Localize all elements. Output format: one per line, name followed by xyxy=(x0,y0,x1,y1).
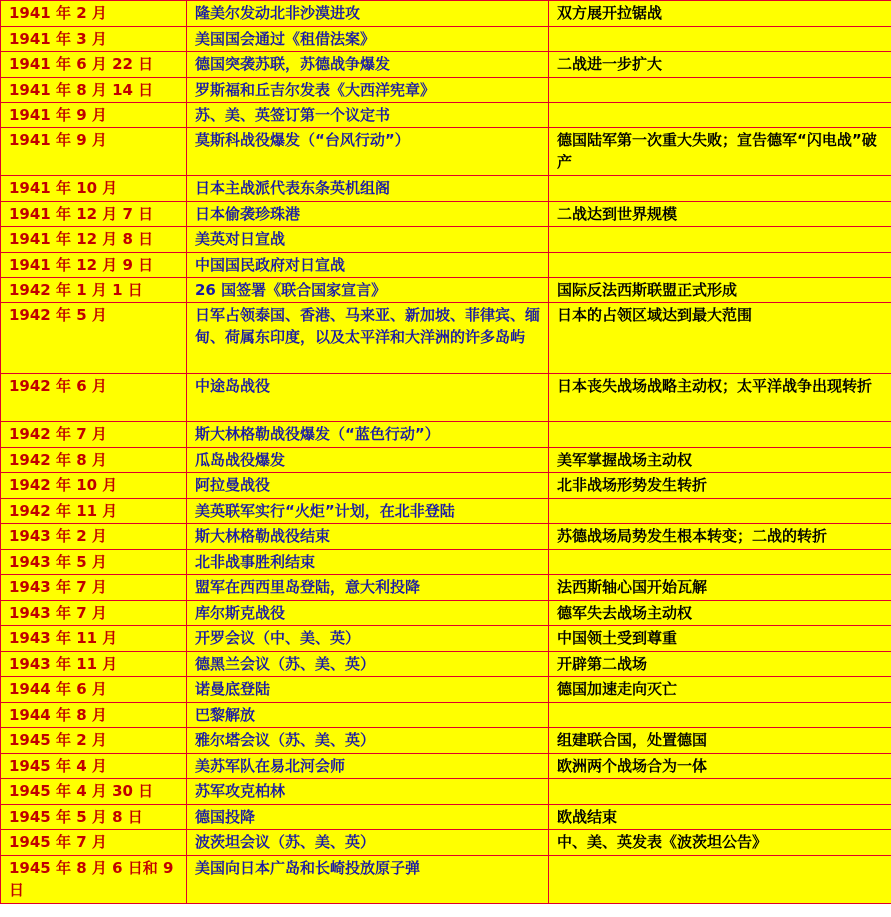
table-row xyxy=(1,703,891,728)
event-cell: 斯大林格勒战役爆发（“蓝色行动”） xyxy=(187,422,549,448)
date-cell: 1943 年 7 月 xyxy=(1,601,187,626)
note-cell: 德国加速走向灭亡 xyxy=(549,677,891,703)
date-cell: 1943 年 11 月 xyxy=(1,626,187,652)
event-cell: 德国投降 xyxy=(187,805,549,830)
note-cell xyxy=(549,103,891,128)
event-cell: 日本主战派代表东条英机组阁 xyxy=(187,176,549,202)
note-cell xyxy=(549,856,891,904)
event-cell: 波茨坦会议（苏、美、英） xyxy=(187,830,549,856)
table-row xyxy=(1,448,891,473)
table-row xyxy=(1,176,891,202)
date-cell: 1944 年 6 月 xyxy=(1,677,187,703)
event-cell: 巴黎解放 xyxy=(187,703,549,728)
date-cell: 1941 年 10 月 xyxy=(1,176,187,202)
note-cell: 德军失去战场主动权 xyxy=(549,601,891,626)
date-cell: 1941 年 8 月 14 日 xyxy=(1,78,187,103)
event-cell: 苏、美、英签订第一个议定书 xyxy=(187,103,549,128)
note-cell: 国际反法西斯联盟正式形成 xyxy=(549,278,891,303)
note-cell xyxy=(549,499,891,524)
table-row xyxy=(1,677,891,703)
event-cell: 美苏军队在易北河会师 xyxy=(187,754,549,779)
note-cell xyxy=(549,422,891,448)
note-cell xyxy=(549,550,891,575)
event-cell: 斯大林格勒战役结束 xyxy=(187,524,549,550)
table-row xyxy=(1,1,891,27)
event-cell: 雅尔塔会议（苏、美、英） xyxy=(187,728,549,754)
event-cell: 26 国签署《联合国家宣言》 xyxy=(187,278,549,303)
date-cell: 1941 年 12 月 8 日 xyxy=(1,227,187,253)
table-row xyxy=(1,601,891,626)
date-cell: 1943 年 5 月 xyxy=(1,550,187,575)
date-cell: 1941 年 9 月 xyxy=(1,128,187,176)
table-row xyxy=(1,473,891,499)
note-cell xyxy=(549,703,891,728)
date-cell: 1941 年 6 月 22 日 xyxy=(1,52,187,78)
event-cell: 苏军攻克柏林 xyxy=(187,779,549,805)
event-cell: 库尔斯克战役 xyxy=(187,601,549,626)
event-cell: 诺曼底登陆 xyxy=(187,677,549,703)
note-cell: 苏德战场局势发生根本转变；二战的转折 xyxy=(549,524,891,550)
date-cell: 1942 年 1 月 1 日 xyxy=(1,278,187,303)
table-row xyxy=(1,550,891,575)
table-row xyxy=(1,754,891,779)
event-cell: 美英对日宣战 xyxy=(187,227,549,253)
event-cell: 隆美尔发动北非沙漠进攻 xyxy=(187,1,549,27)
date-cell: 1943 年 7 月 xyxy=(1,575,187,601)
event-cell: 瓜岛战役爆发 xyxy=(187,448,549,473)
event-cell: 开罗会议（中、美、英） xyxy=(187,626,549,652)
table-row xyxy=(1,524,891,550)
event-cell: 中国国民政府对日宣战 xyxy=(187,253,549,278)
event-cell: 德国突袭苏联，苏德战争爆发 xyxy=(187,52,549,78)
note-cell xyxy=(549,27,891,52)
table-row xyxy=(1,27,891,52)
note-cell: 德国陆军第一次重大失败；宣告德军“闪电战”破产 xyxy=(549,128,891,176)
note-cell: 开辟第二战场 xyxy=(549,652,891,677)
date-cell: 1942 年 5 月 xyxy=(1,303,187,374)
date-cell: 1944 年 8 月 xyxy=(1,703,187,728)
date-cell: 1945 年 2 月 xyxy=(1,728,187,754)
timeline-body xyxy=(1,1,891,904)
table-row xyxy=(1,856,891,904)
table-row xyxy=(1,52,891,78)
event-cell: 日本偷袭珍珠港 xyxy=(187,202,549,227)
note-cell: 双方展开拉锯战 xyxy=(549,1,891,27)
event-cell: 美英联军实行“火炬”计划，在北非登陆 xyxy=(187,499,549,524)
date-cell: 1942 年 6 月 xyxy=(1,374,187,422)
table-row xyxy=(1,422,891,448)
event-cell: 莫斯科战役爆发（“台风行动”） xyxy=(187,128,549,176)
date-cell: 1942 年 11 月 xyxy=(1,499,187,524)
table-row xyxy=(1,128,891,176)
note-cell xyxy=(549,779,891,805)
table-row xyxy=(1,227,891,253)
table-row xyxy=(1,626,891,652)
note-cell xyxy=(549,78,891,103)
note-cell: 中国领土受到尊重 xyxy=(549,626,891,652)
event-cell: 美国国会通过《租借法案》 xyxy=(187,27,549,52)
table-row xyxy=(1,728,891,754)
event-cell: 北非战事胜利结束 xyxy=(187,550,549,575)
note-cell xyxy=(549,227,891,253)
table-row xyxy=(1,103,891,128)
note-cell: 北非战场形势发生转折 xyxy=(549,473,891,499)
event-cell: 中途岛战役 xyxy=(187,374,549,422)
table-row xyxy=(1,575,891,601)
date-cell: 1945 年 8 月 6 日和 9 日 xyxy=(1,856,187,904)
date-cell: 1941 年 9 月 xyxy=(1,103,187,128)
table-row xyxy=(1,78,891,103)
note-cell: 组建联合国，处置德国 xyxy=(549,728,891,754)
date-cell: 1945 年 4 月 xyxy=(1,754,187,779)
event-cell: 盟军在西西里岛登陆，意大利投降 xyxy=(187,575,549,601)
note-cell: 法西斯轴心国开始瓦解 xyxy=(549,575,891,601)
table-row xyxy=(1,830,891,856)
note-cell: 日本的占领区域达到最大范围 xyxy=(549,303,891,374)
event-cell: 日军占领泰国、香港、马来亚、新加坡、菲律宾、缅甸、荷属东印度，以及太平洋和大洋洲的许多岛屿 xyxy=(187,303,549,374)
event-cell: 德黑兰会议（苏、美、英） xyxy=(187,652,549,677)
date-cell: 1943 年 2 月 xyxy=(1,524,187,550)
note-cell: 美军掌握战场主动权 xyxy=(549,448,891,473)
date-cell: 1941 年 12 月 7 日 xyxy=(1,202,187,227)
event-cell: 阿拉曼战役 xyxy=(187,473,549,499)
table-row xyxy=(1,374,891,422)
note-cell: 欧洲两个战场合为一体 xyxy=(549,754,891,779)
date-cell: 1941 年 12 月 9 日 xyxy=(1,253,187,278)
table-row xyxy=(1,278,891,303)
note-cell: 二战达到世界规模 xyxy=(549,202,891,227)
table-row xyxy=(1,499,891,524)
date-cell: 1945 年 5 月 8 日 xyxy=(1,805,187,830)
event-cell: 罗斯福和丘吉尔发表《大西洋宪章》 xyxy=(187,78,549,103)
table-row xyxy=(1,253,891,278)
date-cell: 1943 年 11 月 xyxy=(1,652,187,677)
event-cell: 美国向日本广岛和长崎投放原子弹 xyxy=(187,856,549,904)
date-cell: 1941 年 2 月 xyxy=(1,1,187,27)
note-cell: 二战进一步扩大 xyxy=(549,52,891,78)
date-cell: 1945 年 4 月 30 日 xyxy=(1,779,187,805)
table-row xyxy=(1,202,891,227)
note-cell xyxy=(549,253,891,278)
note-cell: 日本丧失战场战略主动权；太平洋战争出现转折 xyxy=(549,374,891,422)
table-row xyxy=(1,779,891,805)
note-cell: 欧战结束 xyxy=(549,805,891,830)
date-cell: 1942 年 10 月 xyxy=(1,473,187,499)
table-row xyxy=(1,652,891,677)
table-row xyxy=(1,303,891,374)
date-cell: 1942 年 7 月 xyxy=(1,422,187,448)
note-cell xyxy=(549,176,891,202)
note-cell: 中、美、英发表《波茨坦公告》 xyxy=(549,830,891,856)
date-cell: 1945 年 7 月 xyxy=(1,830,187,856)
date-cell: 1942 年 8 月 xyxy=(1,448,187,473)
date-cell: 1941 年 3 月 xyxy=(1,27,187,52)
table-row xyxy=(1,805,891,830)
